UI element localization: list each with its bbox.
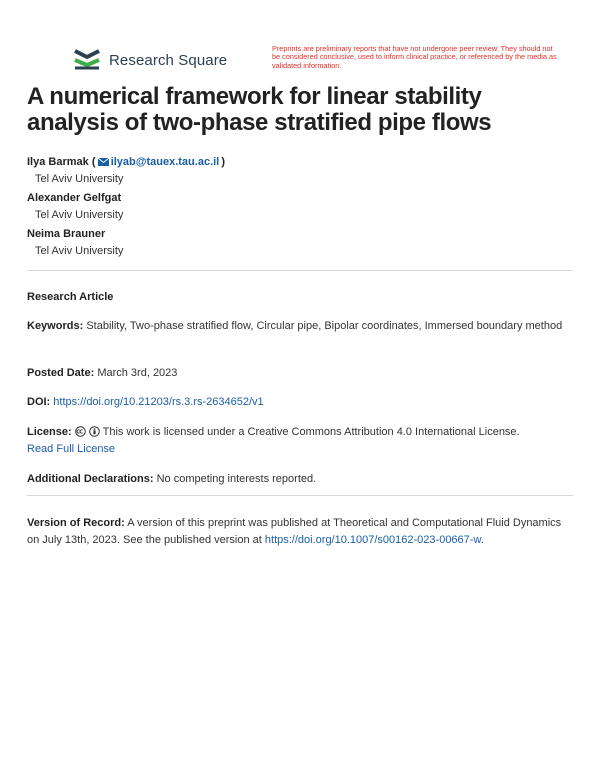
additional-declarations: Additional Declarations: No competing interests reported.: [27, 473, 317, 485]
creative-commons-icon: [75, 426, 86, 437]
author-email-link[interactable]: ilyab@tauex.tau.ac.il: [98, 156, 220, 168]
author-affiliation: Tel Aviv University: [35, 173, 124, 185]
divider: [27, 270, 573, 271]
keywords: Keywords: Stability, Two-phase stratified flow, Circular pipe, Bipolar coordinates, Immersed boundary method: [27, 320, 563, 332]
version-of-record: Version of Record: A version of this preprint was published at Theoretical and Computational Fluid Dynamics on July 13th, 2023. See the published version at https://doi.org/10.1007/s00162-023-00667-w.: [27, 517, 562, 546]
license: License: This work is licensed under a Creative Commons Attribution 4.0 International License. Read Full License: [27, 426, 520, 455]
doi: DOI: https://doi.org/10.21203/rs.3.rs-2634652/v1: [27, 396, 264, 408]
read-full-license-link[interactable]: Read Full License: [27, 443, 116, 455]
posted-date: Posted Date: March 3rd, 2023: [27, 367, 178, 379]
research-square-logo[interactable]: [73, 46, 227, 74]
preprint-disclaimer: Preprints are preliminary reports that have not undergone peer review. They should not be considered conclusive, used to inform clinical practice, or referenced by the media as validated information.: [272, 44, 557, 70]
logo-wordmark: Research Square: [109, 51, 228, 69]
article-type: Research Article: [27, 291, 114, 303]
author-list: [27, 152, 567, 260]
research-square-logo-icon: [73, 48, 103, 72]
doi-link[interactable]: https://doi.org/10.21203/rs.3.rs-2634652/v1: [53, 396, 264, 408]
author-affiliation: Tel Aviv University: [35, 245, 124, 257]
author-name: Neima Brauner: [27, 228, 106, 240]
version-of-record-link[interactable]: https://doi.org/10.1007/s00162-023-00667-w: [264, 534, 481, 546]
envelope-icon: [98, 158, 109, 166]
author-affiliation: Tel Aviv University: [35, 209, 124, 221]
author-name: Alexander Gelfgat: [27, 192, 122, 204]
paper-title: A numerical framework for linear stability analysis of two-phase stratified pipe flows: [27, 83, 492, 136]
divider: [27, 495, 573, 496]
author-name: Ilya Barmak ( ilyab@tauex.tau.ac.il ): [27, 156, 226, 168]
attribution-icon: [89, 426, 100, 437]
